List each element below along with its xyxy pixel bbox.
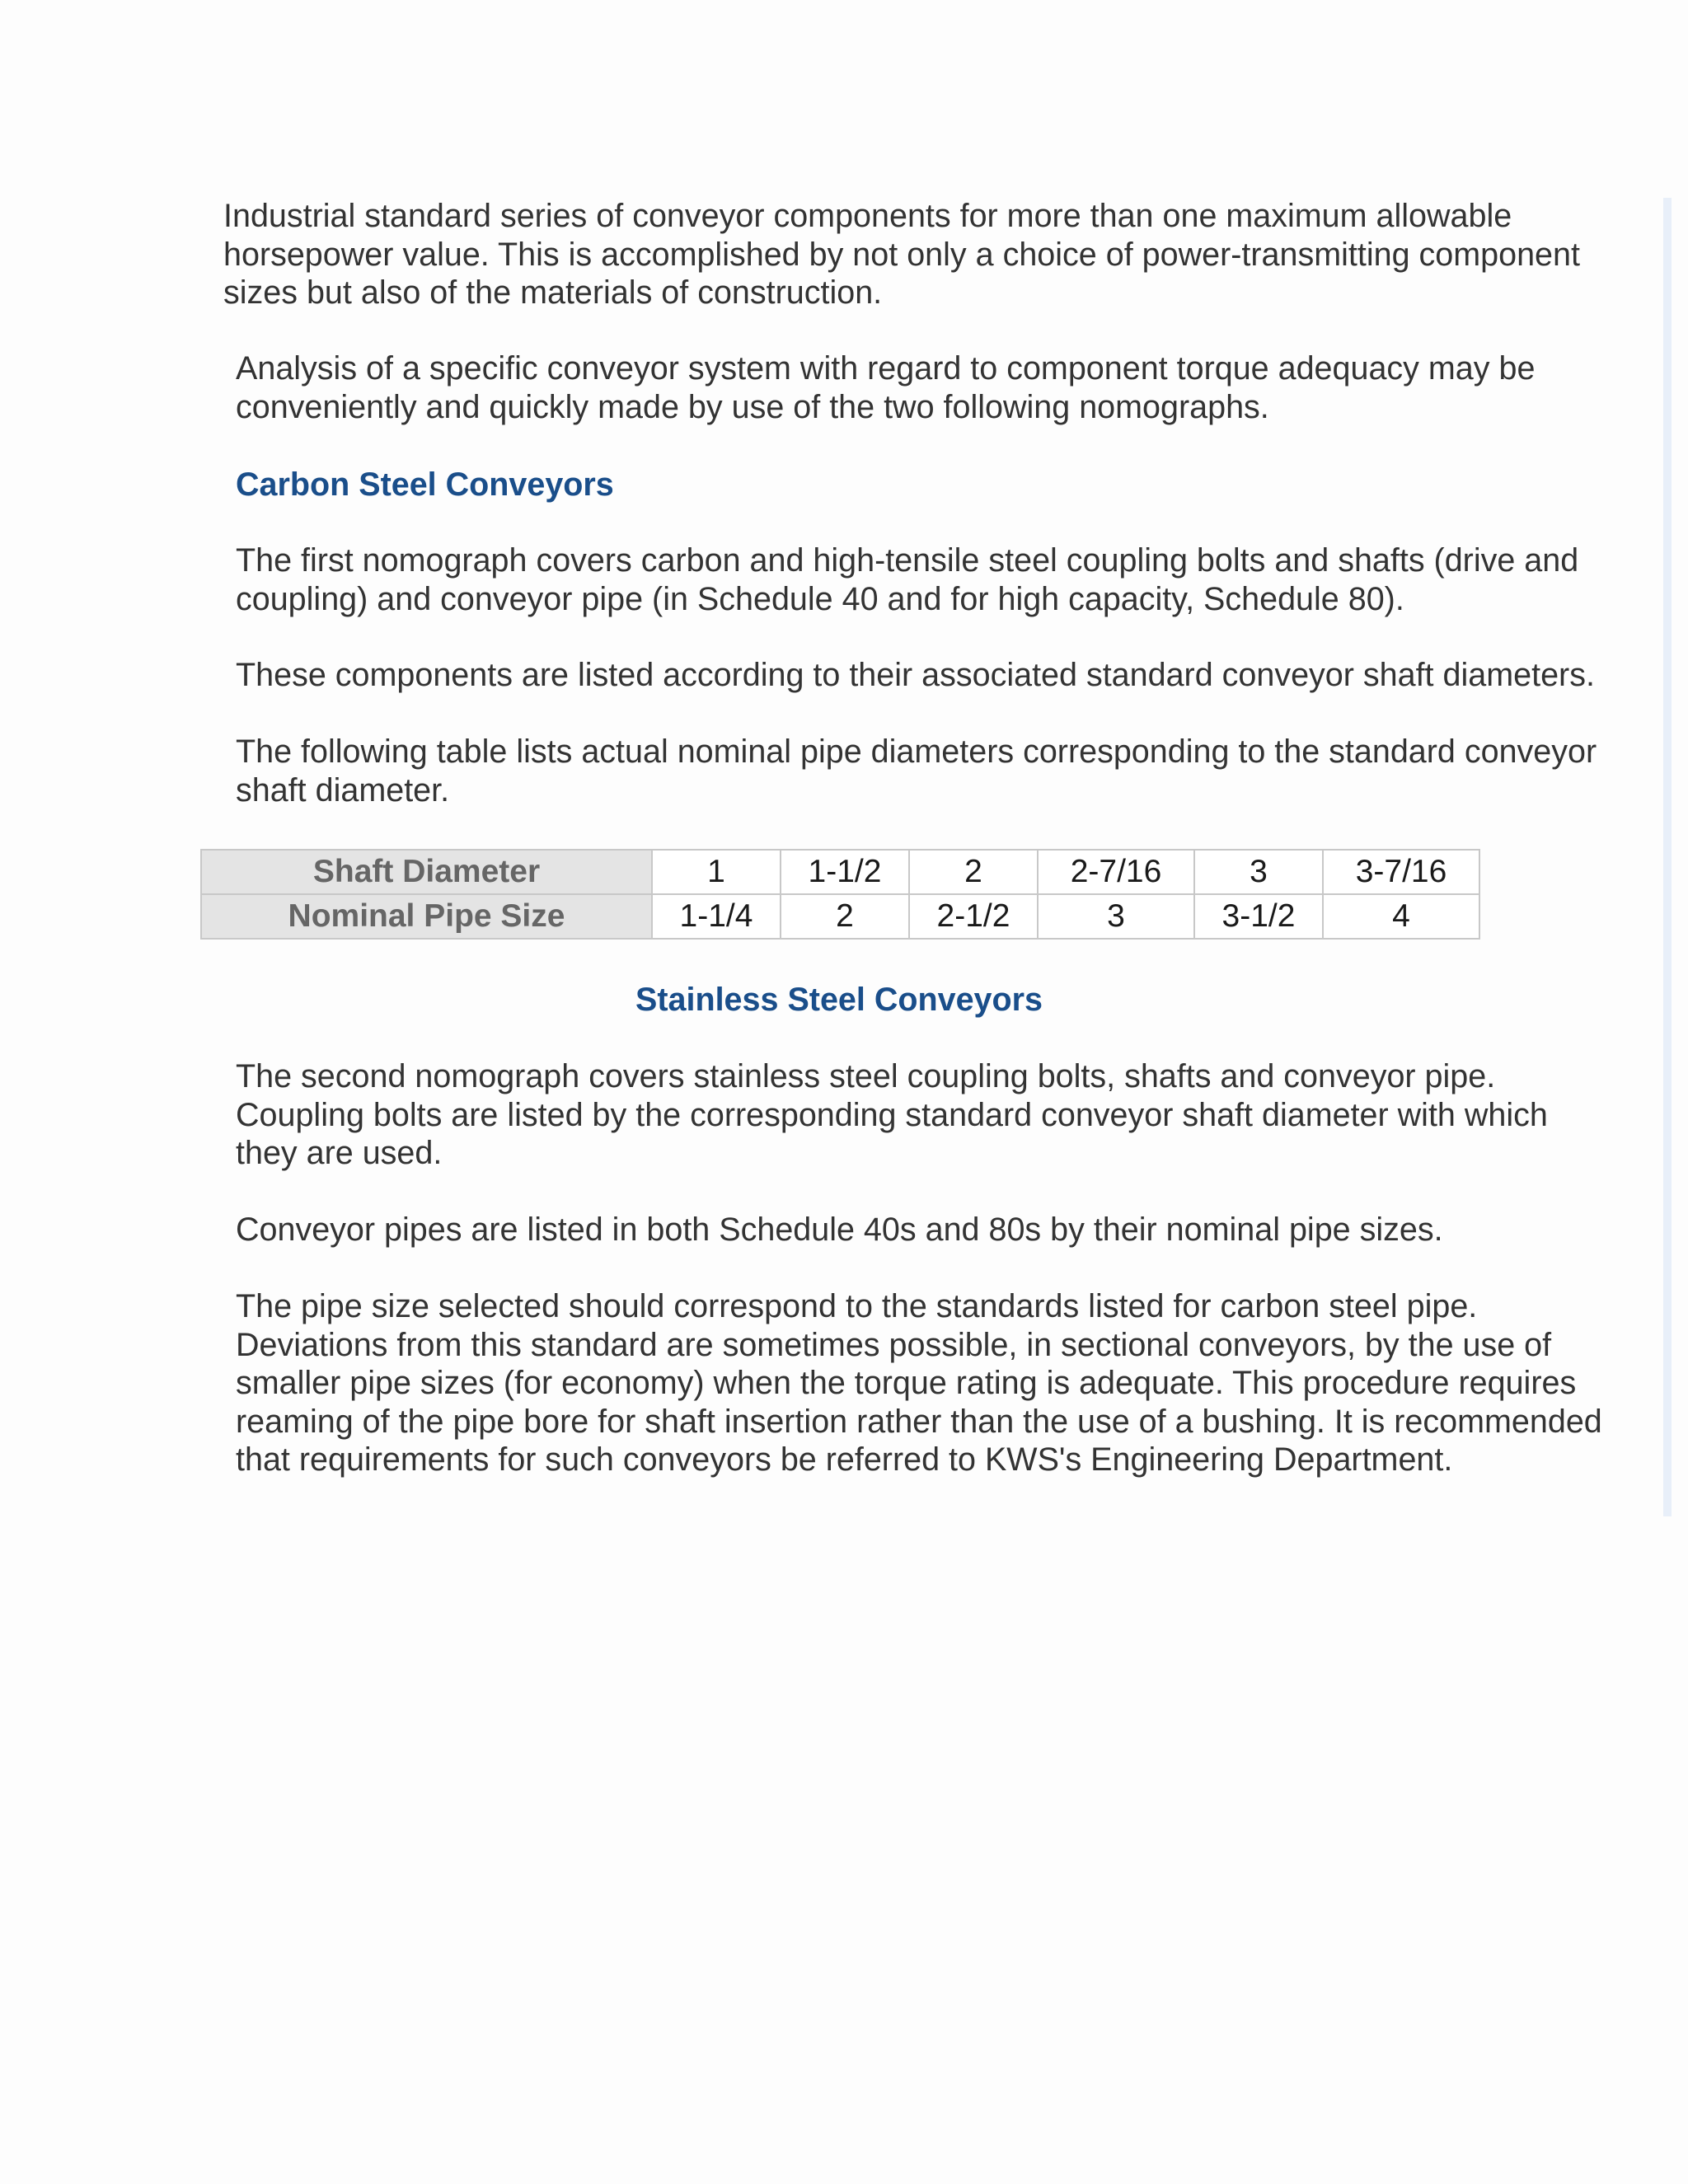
text-line: smaller pipe sizes (for economy) when the torque rating is adequate. This procedure requires [236, 1365, 1577, 1401]
carbon-paragraph-1 [236, 541, 1578, 618]
text-line: they are used. [236, 1135, 443, 1171]
table-cell: 3 [1194, 850, 1323, 894]
text-line: These components are listed according to their associated standard conveyor shaft diameters. [236, 657, 1595, 693]
text-line: coupling) and conveyor pipe (in Schedule 40 and for high capacity, Schedule 80). [236, 580, 1404, 617]
text-line: that requirements for such conveyors be referred to KWS's Engineering Department. [236, 1441, 1453, 1478]
table-cell: 2 [781, 894, 909, 939]
stainless-paragraph-3 [236, 1287, 1602, 1479]
table-cell: 2 [909, 850, 1038, 894]
row-header-nominal-pipe-size: Nominal Pipe Size [201, 894, 652, 939]
analysis-paragraph [236, 349, 1535, 426]
pipe-size-table [200, 849, 1480, 940]
text-line: shaft diameter. [236, 771, 450, 808]
table-cell: 2-1/2 [909, 894, 1038, 939]
stainless-steel-heading: Stainless Steel Conveyors [635, 982, 1043, 1018]
text-line: The first nomograph covers carbon and high-tensile steel coupling bolts and shafts (drive and [236, 542, 1579, 579]
stainless-paragraph-1 [236, 1057, 1548, 1173]
text-line: sizes but also of the materials of construction. [223, 274, 883, 311]
carbon-steel-heading: Carbon Steel Conveyors [236, 466, 614, 503]
text-line: conveniently and quickly made by use of the two following nomographs. [236, 388, 1269, 425]
table-cell: 1 [652, 850, 781, 894]
carbon-paragraph-3 [236, 733, 1597, 809]
text-line: horsepower value. This is accomplished by not only a choice of power-transmitting component [223, 236, 1580, 273]
stainless-paragraph-2 [236, 1211, 1443, 1249]
table-cell: 3 [1038, 894, 1194, 939]
carbon-paragraph-2 [236, 656, 1595, 695]
nominal-pipe-size-row [201, 894, 1479, 939]
text-line: Coupling bolts are listed by the corresponding standard conveyor shaft diameter with which [236, 1096, 1548, 1133]
table-cell: 1-1/4 [652, 894, 781, 939]
table-cell: 2-7/16 [1038, 850, 1194, 894]
text-line: The second nomograph covers stainless steel coupling bolts, shafts and conveyor pipe. [236, 1058, 1496, 1094]
text-line: Deviations from this standard are sometimes possible, in sectional conveyors, by the use of [236, 1326, 1552, 1363]
row-header-shaft-diameter: Shaft Diameter [201, 850, 652, 894]
text-line: reaming of the pipe bore for shaft insertion rather than the use of a bushing. It is recommended [236, 1403, 1602, 1440]
text-line: The following table lists actual nominal pipe diameters corresponding to the standard conveyor [236, 733, 1597, 770]
intro-paragraph [223, 197, 1580, 312]
scrollbar-track[interactable] [1663, 198, 1672, 1516]
table-cell: 3-7/16 [1323, 850, 1479, 894]
text-line: Analysis of a specific conveyor system with regard to component torque adequacy may be [236, 350, 1536, 387]
table-cell: 4 [1323, 894, 1479, 939]
table-cell: 1-1/2 [781, 850, 909, 894]
text-line: The pipe size selected should correspond to the standards listed for carbon steel pipe. [236, 1288, 1478, 1324]
shaft-diameter-row [201, 850, 1479, 894]
text-line: Industrial standard series of conveyor components for more than one maximum allowable [223, 198, 1512, 234]
text-line: Conveyor pipes are listed in both Schedule 40s and 80s by their nominal pipe sizes. [236, 1212, 1443, 1248]
table-cell: 3-1/2 [1194, 894, 1323, 939]
